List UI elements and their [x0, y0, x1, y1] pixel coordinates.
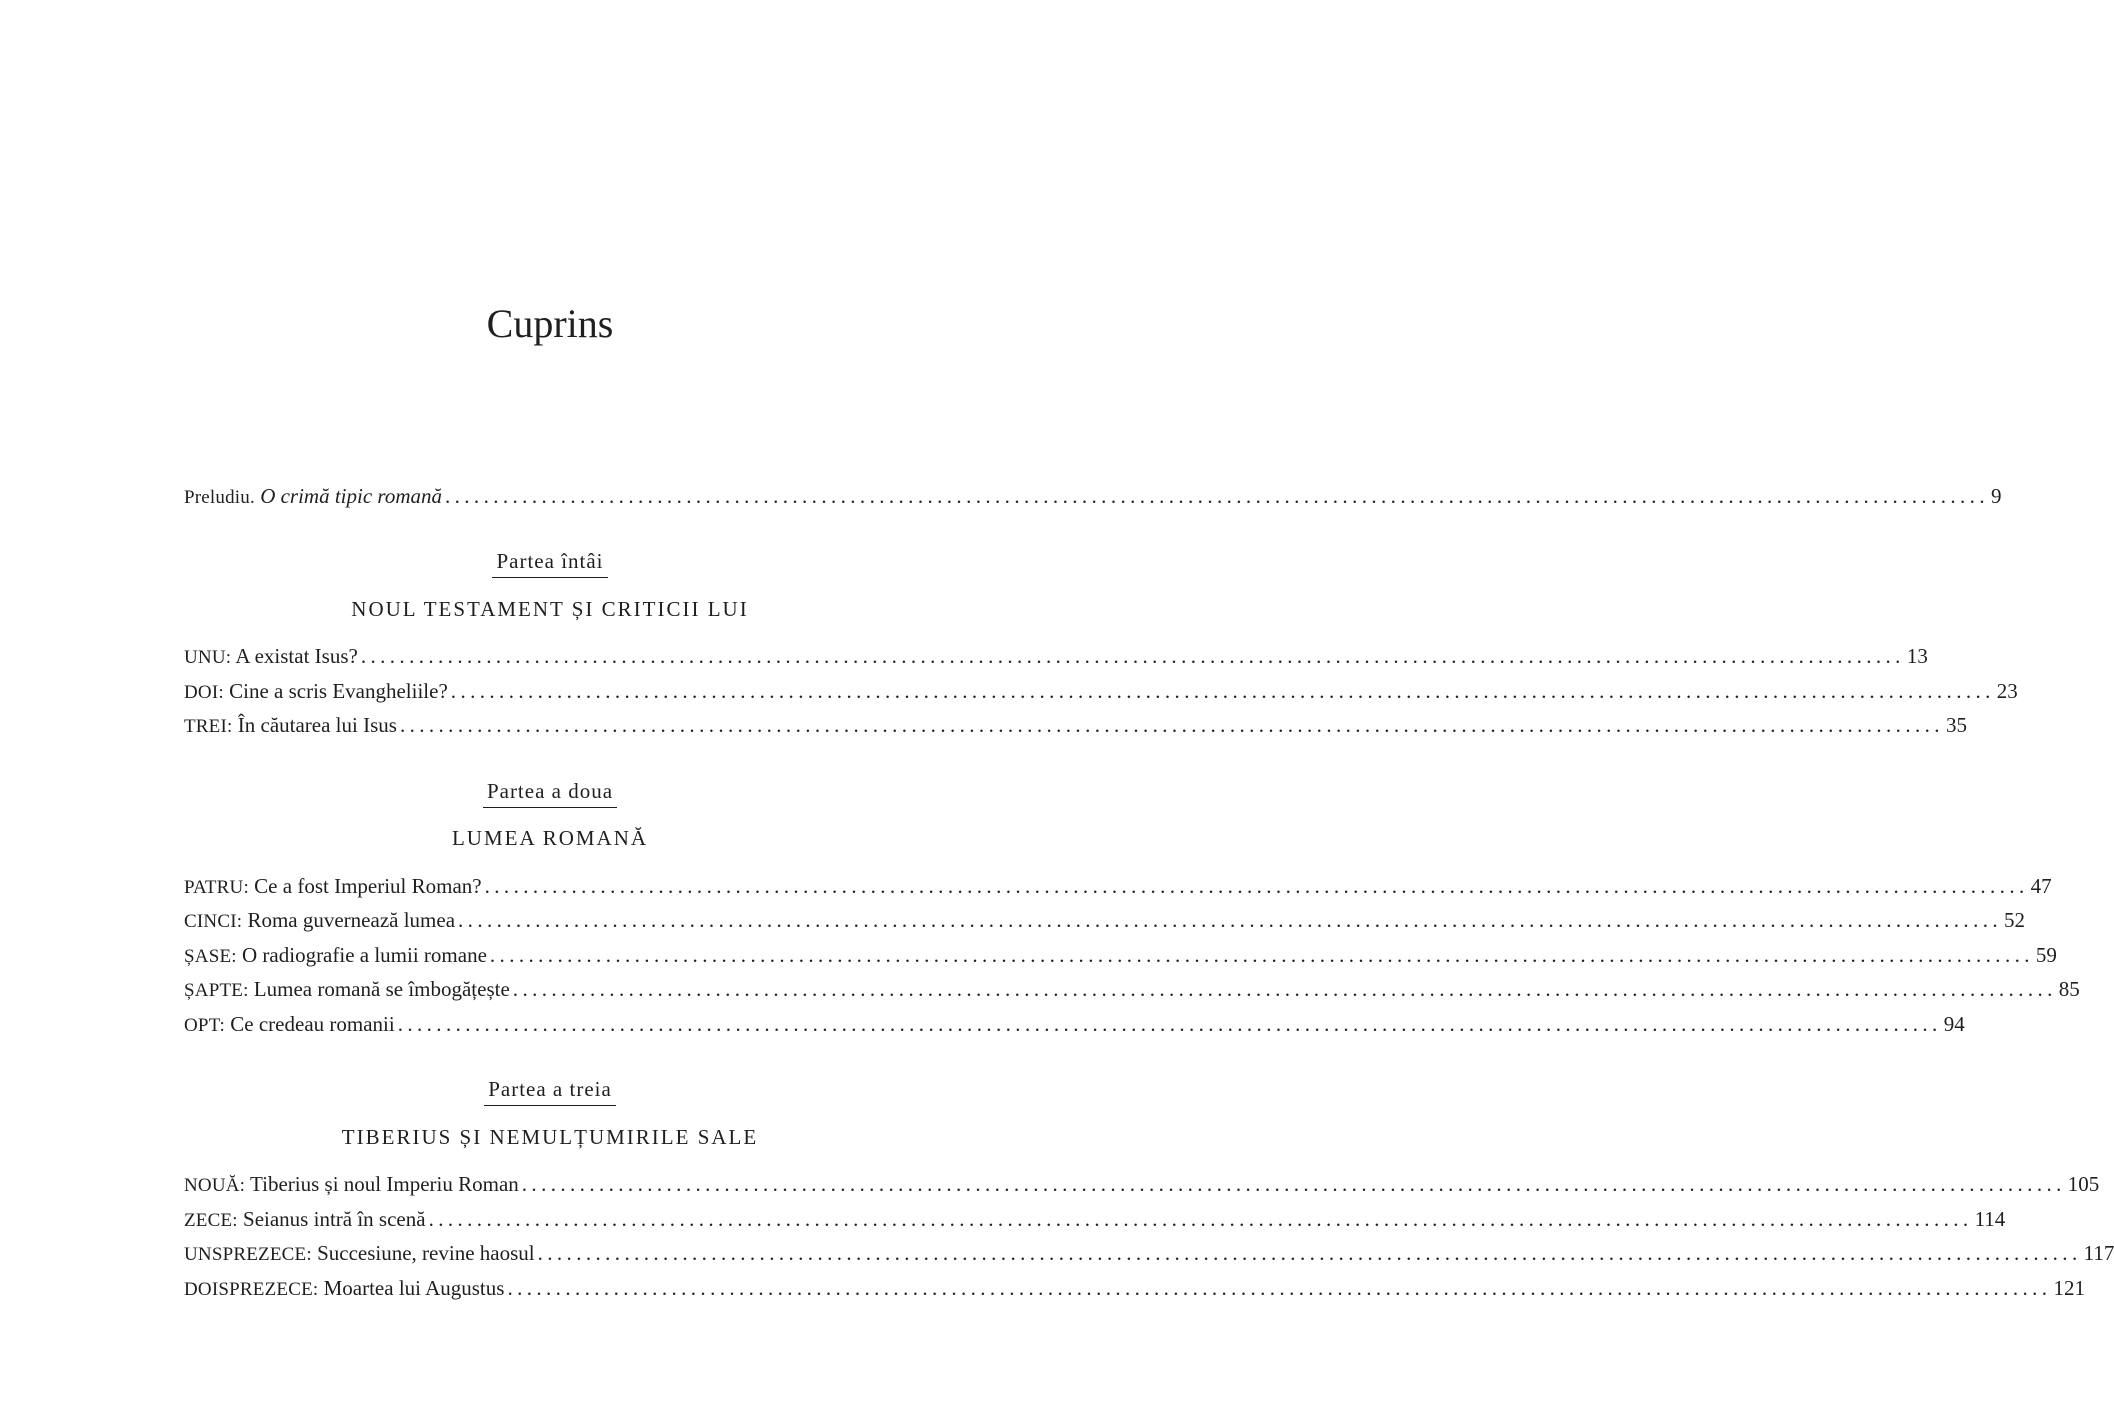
part-label-text: Partea a doua	[483, 776, 617, 808]
dot-leader: ................................................................................................................................................................	[444, 484, 1989, 508]
toc-entry[interactable]	[184, 710, 1967, 740]
part-label	[184, 1074, 916, 1106]
entry-title: Tiberius și noul Imperiu Roman	[250, 1172, 519, 1196]
page-number: 117	[2083, 1241, 2114, 1265]
page-number: 94	[1943, 1012, 1965, 1036]
toc-entry[interactable]	[184, 974, 2080, 1004]
page-number: 105	[2067, 1172, 2100, 1196]
dot-leader: ................................................................................................................................................................	[458, 908, 2003, 932]
dot-leader: ................................................................................................................................................................	[399, 713, 1944, 737]
part-label-text: Partea întâi	[492, 546, 607, 578]
toc-entry[interactable]	[184, 940, 2057, 970]
toc-entry[interactable]	[184, 1009, 1965, 1039]
entry-title: A existat Isus?	[235, 644, 358, 668]
page-number: 47	[2030, 874, 2052, 898]
toc-entry[interactable]	[184, 905, 2026, 935]
entry-label	[184, 940, 487, 972]
part-label	[184, 776, 916, 808]
toc-entry[interactable]	[184, 1238, 2114, 1268]
dot-leader: ................................................................................................................................................................	[450, 679, 1995, 703]
page-number: 85	[2058, 977, 2080, 1001]
entry-title: Lumea romană se îmbogățește	[253, 977, 510, 1001]
page-number: 121	[2053, 1276, 2085, 1300]
entry-title: Cine a scris Evangheliile?	[229, 679, 448, 703]
page-number: 13	[1906, 644, 1928, 668]
toc-entry[interactable]	[184, 1273, 2085, 1303]
entry-title: O radiografie a lumii romane	[242, 943, 487, 967]
entry-prefix: ZECE:	[184, 1210, 238, 1231]
entry-label	[184, 1273, 504, 1305]
toc-entry[interactable]	[184, 871, 2052, 901]
dot-leader: ................................................................................................................................................................	[360, 644, 1905, 668]
page-number: 52	[2004, 908, 2026, 932]
entry-title: Moartea lui Augustus	[323, 1276, 505, 1300]
entry-title: În căutarea lui Isus	[237, 713, 397, 737]
page-title: Cuprins	[486, 301, 614, 346]
page-number: 23	[1996, 679, 2018, 703]
entry-label	[184, 1169, 519, 1201]
entry-prefix: NOUĂ:	[184, 1175, 246, 1196]
part-label-text: Partea a treia	[484, 1074, 616, 1106]
entry-label	[184, 641, 358, 673]
toc-entry[interactable]	[184, 1204, 2006, 1234]
part-heading: LUMEA ROMANĂ	[451, 826, 649, 850]
part-heading: TIBERIUS ȘI NEMULȚUMIRILE SALE	[341, 1125, 759, 1149]
entry-label	[184, 905, 455, 937]
page-number: 35	[1945, 713, 1967, 737]
dot-leader: ................................................................................................................................................................	[489, 943, 2034, 967]
dot-leader: ................................................................................................................................................................	[484, 874, 2029, 898]
entry-label	[184, 871, 482, 903]
entry-prefix: DOI:	[184, 682, 224, 703]
entry-title: Ce credeau romanii	[230, 1012, 395, 1036]
dot-leader: ................................................................................................................................................................	[428, 1207, 1973, 1231]
toc-entry[interactable]	[184, 676, 2018, 706]
dot-leader: ................................................................................................................................................................	[537, 1241, 2082, 1265]
entry-prefix: OPT:	[184, 1015, 226, 1036]
entry-prefix: ȘAPTE:	[184, 980, 249, 1001]
entry-label	[184, 1204, 426, 1236]
entry-label	[184, 676, 448, 708]
entry-title: Seianus intră în scenă	[243, 1207, 426, 1231]
toc-entry-prelude[interactable]	[184, 481, 2002, 511]
entry-prefix: UNU:	[184, 647, 232, 668]
entry-prefix: PATRU:	[184, 877, 249, 898]
part-label	[184, 546, 916, 578]
page-number: 59	[2035, 943, 2057, 967]
page-number: 114	[1974, 1207, 2006, 1231]
entry-title: Ce a fost Imperiul Roman?	[254, 874, 482, 898]
entry-prefix: TREI:	[184, 716, 233, 737]
entry-prefix: UNSPREZECE:	[184, 1244, 312, 1265]
dot-leader: ................................................................................................................................................................	[512, 977, 2057, 1001]
entry-title: Roma guvernează lumea	[247, 908, 456, 932]
entry-label	[184, 974, 510, 1006]
entry-label	[184, 481, 442, 513]
dot-leader: ................................................................................................................................................................	[507, 1276, 2052, 1300]
page-number: 9	[1990, 484, 2002, 508]
dot-leader: ................................................................................................................................................................	[521, 1172, 2066, 1196]
entry-prefix: ȘASE:	[184, 946, 237, 967]
entry-title: O crimă tipic romană	[260, 484, 442, 508]
entry-label	[184, 1238, 535, 1270]
part-heading: NOUL TESTAMENT ȘI CRITICII LUI	[351, 597, 749, 621]
toc-entry[interactable]	[184, 1169, 2100, 1199]
entry-label	[184, 710, 397, 742]
entry-prefix: Preludiu.	[184, 487, 255, 508]
toc-entry[interactable]	[184, 641, 1928, 671]
entry-label	[184, 1009, 395, 1041]
dot-leader: ................................................................................................................................................................	[397, 1012, 1942, 1036]
entry-prefix: DOISPREZECE:	[184, 1279, 319, 1300]
entry-prefix: CINCI:	[184, 911, 243, 932]
entry-title: Succesiune, revine haosul	[317, 1241, 535, 1265]
